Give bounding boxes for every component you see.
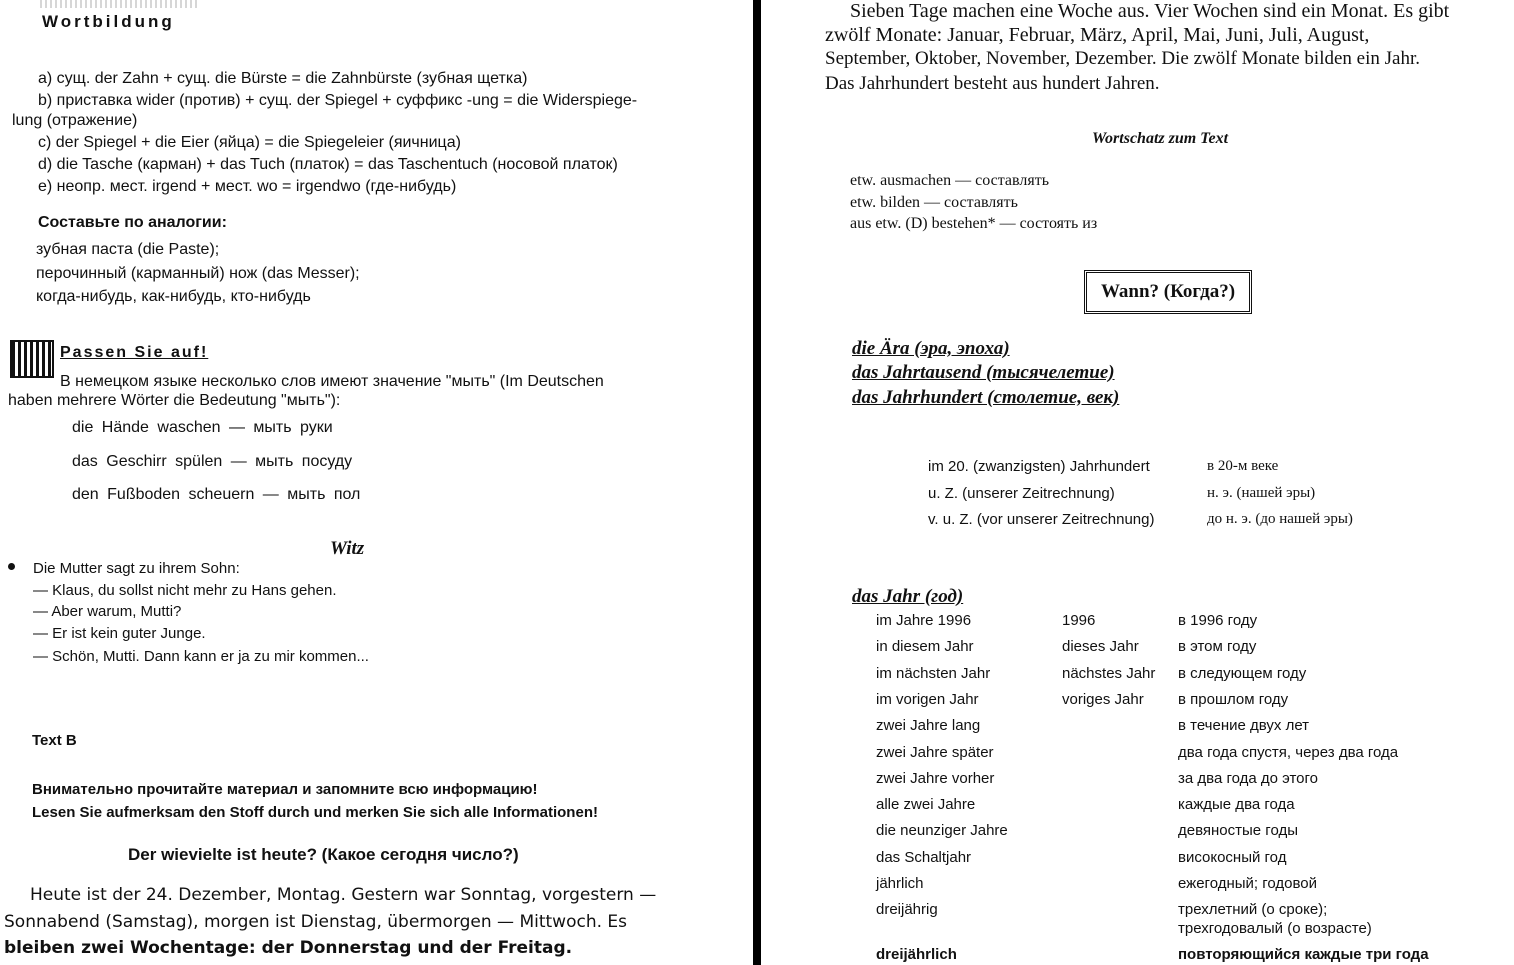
- heute-line-3: bleiben zwei Wochentage: der Donnerstag und der Freitag.: [4, 938, 573, 958]
- jahrtausend-term: das Jahrtausend (тысячелетие): [852, 362, 1115, 383]
- era-row-2-ru: н. э. (нашей эры): [1207, 485, 1316, 501]
- year-row-6-ru: два года спустя, через два года: [1178, 744, 1399, 761]
- text-b-title: Text B: [32, 732, 77, 749]
- year-row-12-ru: трехлетний (о сроке);: [1178, 901, 1328, 918]
- text-b-instruction-ru: Внимательно прочитайте материал и запомните всю информацию!: [32, 781, 538, 798]
- year-row-12-de: dreijährig: [876, 901, 938, 918]
- era-row-2-de: u. Z. (unserer Zeitrechnung): [928, 485, 1115, 502]
- year-row-9-de: die neunziger Jahre: [876, 822, 1008, 839]
- year-row-1-ru: в 1996 году: [1178, 612, 1258, 629]
- witz-line-4: — Er ist kein guter Junge.: [33, 625, 206, 642]
- year-row-2-ru: в этом году: [1178, 638, 1257, 655]
- year-row-11-ru: ежегодный; годовой: [1178, 875, 1318, 892]
- passen-line-2: haben mehrere Wörter die Bedeutung "мыть"):: [8, 392, 341, 409]
- text-b-instruction-de: Lesen Sie aufmerksam den Stoff durch und merken Sie sich alle Informationen!: [32, 804, 598, 821]
- page-divider: [753, 0, 761, 965]
- year-row-4-mid: voriges Jahr: [1062, 691, 1144, 708]
- wortbildung-item-e: e) неопр. мест. irgend + мест. wo = irgendwo (где-нибудь): [38, 178, 457, 195]
- wortbildung-title: Wortbildung: [42, 12, 175, 31]
- era-row-1-de: im 20. (zwanzigsten) Jahrhundert: [928, 458, 1150, 475]
- year-row-8-ru: каждые два года: [1178, 796, 1295, 813]
- attention-icon: [10, 340, 54, 378]
- right-page: [770, 0, 1514, 965]
- year-row-5-de: zwei Jahre lang: [876, 717, 981, 734]
- year-row-7-ru: за два года до этого: [1178, 770, 1318, 787]
- scan-noise: [40, 0, 200, 8]
- wortbildung-item-b-cont: lung (отражение): [12, 112, 138, 129]
- wann-heading: Wann? (Когда?): [1100, 281, 1236, 302]
- heute-line-1: Heute ist der 24. Dezember, Montag. Gestern war Sonntag, vorgestern —: [30, 885, 657, 905]
- vocab-bilden: etw. bilden — составлять: [850, 194, 1018, 211]
- wortbildung-item-d: d) die Tasche (карман) + das Tuch (платок) = das Taschentuch (носовой платок): [38, 156, 618, 173]
- wash-dishes: das Geschirr spülen — мыть посуду: [72, 453, 353, 470]
- year-row-6-de: zwei Jahre später: [876, 744, 994, 761]
- witz-line-2: — Klaus, du sollst nicht mehr zu Hans gehen.: [33, 582, 337, 599]
- year-row-2-de: in diesem Jahr: [876, 638, 974, 655]
- year-row-14-ru: повторяющийся каждые три года: [1178, 946, 1429, 963]
- year-row-10-ru: високосный год: [1178, 849, 1287, 866]
- wann-heading-box: [1084, 270, 1252, 314]
- analogy-line-3: когда-нибудь, как-нибудь, кто-нибудь: [36, 288, 311, 305]
- analogy-heading: Составьте по аналогии:: [38, 214, 227, 231]
- year-row-1-mid: 1996: [1062, 612, 1096, 629]
- jahrhundert-term: das Jahrhundert (столетие, век): [852, 387, 1120, 408]
- intro-line-4: Das Jahrhundert besteht aus hundert Jahren.: [825, 73, 1160, 94]
- intro-line-1: Sieben Tage machen eine Woche aus. Vier Wochen sind ein Monat. Es gibt: [850, 0, 1450, 22]
- wash-floor: den Fußboden scheuern — мыть пол: [72, 486, 361, 503]
- analogy-line-1: зубная паста (die Paste);: [36, 241, 220, 258]
- passen-line-1: В немецком языке несколько слов имеют значение "мыть" (Im Deutschen: [60, 373, 604, 390]
- intro-line-3: September, Oktober, November, Dezember. Die zwölf Monate bilden ein Jahr.: [825, 48, 1420, 69]
- wortschatz-title: Wortschatz zum Text: [1092, 130, 1229, 147]
- passen-title: Passen Sie auf!: [60, 344, 209, 361]
- analogy-line-2: перочинный (карманный) нож (das Messer);: [36, 265, 360, 282]
- witz-line-1: Die Mutter sagt zu ihrem Sohn:: [33, 560, 240, 577]
- witz-line-5: — Schön, Mutti. Dann kann er ja zu mir kommen...: [33, 648, 369, 665]
- vocab-ausmachen: etw. ausmachen — составлять: [850, 172, 1050, 189]
- year-row-13-ru: трехгодовалый (о возрасте): [1178, 920, 1372, 937]
- year-row-2-mid: dieses Jahr: [1062, 638, 1139, 655]
- wortbildung-item-b: b) приставка wider (против) + сущ. der Spiegel + суффикс -ung = die Widerspiege-: [38, 92, 638, 109]
- aera-term: die Ära (эра, эпоха): [852, 338, 1010, 359]
- bullet-icon: [8, 563, 15, 570]
- era-row-1-ru: в 20-м веке: [1207, 458, 1279, 474]
- year-row-9-ru: девяностые годы: [1178, 822, 1298, 839]
- year-row-1-de: im Jahre 1996: [876, 612, 972, 629]
- year-row-14-de: dreijährlich: [876, 946, 957, 963]
- left-page: [0, 0, 744, 965]
- wash-hands: die Hände waschen — мыть руки: [72, 419, 333, 436]
- witz-line-3: — Aber warum, Mutti?: [33, 603, 182, 620]
- wortbildung-item-a: a) сущ. der Zahn + сущ. die Bürste = die Zahnbürste (зубная щетка): [38, 70, 528, 87]
- year-row-4-de: im vorigen Jahr: [876, 691, 979, 708]
- witz-title: Witz: [330, 538, 365, 559]
- year-row-11-de: jährlich: [876, 875, 924, 892]
- wortbildung-item-c: c) der Spiegel + die Eier (яйца) = die Spiegeleier (яичница): [38, 134, 461, 151]
- year-row-10-de: das Schaltjahr: [876, 849, 972, 866]
- era-row-3-ru: до н. э. (до нашей эры): [1207, 511, 1353, 527]
- year-row-7-de: zwei Jahre vorher: [876, 770, 995, 787]
- year-row-3-mid: nächstes Jahr: [1062, 665, 1156, 682]
- year-row-8-de: alle zwei Jahre: [876, 796, 976, 813]
- year-row-5-ru: в течение двух лет: [1178, 717, 1310, 734]
- jahr-term: das Jahr (год): [852, 586, 964, 607]
- era-row-3-de: v. u. Z. (vor unserer Zeitrechnung): [928, 511, 1155, 528]
- year-row-4-ru: в прошлом году: [1178, 691, 1289, 708]
- intro-line-2: zwölf Monate: Januar, Februar, März, April, Mai, Juni, Juli, August,: [825, 24, 1370, 46]
- year-row-3-de: im nächsten Jahr: [876, 665, 991, 682]
- wievielte-heading: Der wievielte ist heute? (Какое сегодня число?): [128, 845, 519, 864]
- year-row-3-ru: в следующем году: [1178, 665, 1307, 682]
- vocab-bestehen: aus etw. (D) bestehen* — состоять из: [850, 215, 1098, 232]
- heute-line-2: Sonnabend (Samstag), morgen ist Dienstag, übermorgen — Mittwoch. Es: [4, 912, 628, 932]
